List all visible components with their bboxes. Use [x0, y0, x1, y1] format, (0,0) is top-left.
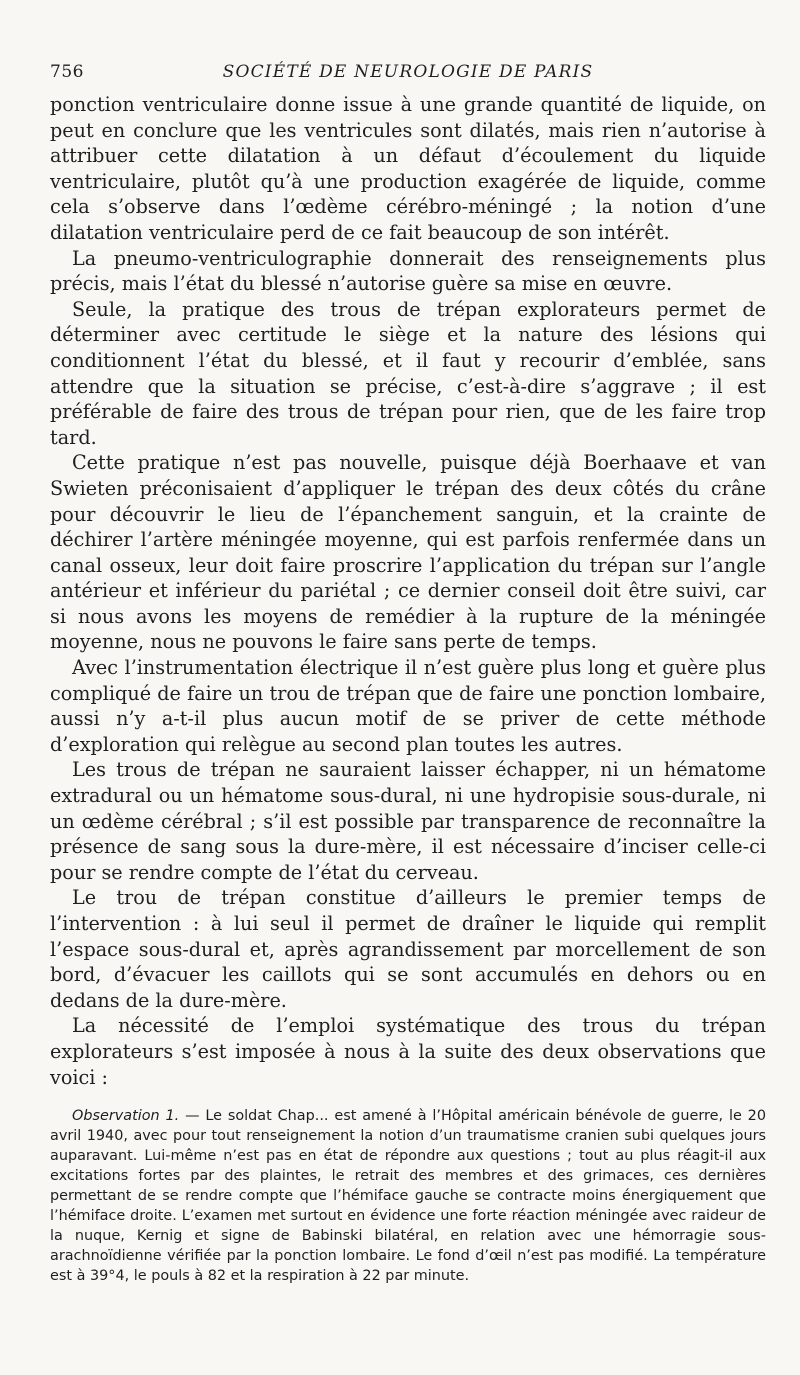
running-head: [50, 56, 766, 92]
page-number: 756: [50, 62, 84, 82]
body-text: [50, 92, 766, 1090]
paragraph: Avec l’instrumentation électrique il n’est guère plus long et guère plus compliqué de faire un trou de trépan que de faire une ponction lombaire, aussi n’y a-t-il plus aucun motif de se priver de cette méthode d’exploration qui relègue au second plan toutes les autres.: [50, 656, 766, 756]
paragraph: Le trou de trépan constitue d’ailleurs le premier temps de l’intervention : à lui seul il permet de draîner le liquide qui remplit l’espace sous-dural et, après agrandissement par morcellement de son bord, d’évacuer les caillots qui se sont accumulés en dehors ou en dedans de la dure-mère.: [50, 886, 766, 1012]
paragraph: Cette pratique n’est pas nouvelle, puisque déjà Boerhaave et van Swieten préconisaient d’appliquer le trépan des deux côtés du crâne pour découvrir le lieu de l’épanchement sanguin, et la crainte de déchirer l’artère méningée moyenne, qui est parfois renfermée dans un canal osseux, leur doit faire proscrire l’application du trépan sur l’angle antérieur et inférieur du pariétal ; ce dernier conseil doit être suivi, car si nous avons les moyens de remédier à la rupture de la méningée moyenne, nous ne pouvons le faire sans perte de temps.: [50, 451, 766, 654]
paragraph: La pneumo-ventriculographie donnerait des renseignements plus précis, mais l’état du blessé n’autorise guère sa mise en œuvre.: [50, 246, 766, 296]
observation-label: Observation 1.: [72, 1108, 180, 1125]
paragraph: ponction ventriculaire donne issue à une grande quantité de liquide, on peut en conclure que les ventricules sont dilatés, mais rien n’autorise à attribuer cette dilatation à un défaut d’écoulement du liquide ventriculaire, plutôt qu’à une production exagérée de liquide, comme cela s’observe dans l’œdème cérébro-méningé ; la notion d’une dilatation ventriculaire perd de ce fait beaucoup de son intérêt.: [50, 93, 766, 244]
journal-title: SOCIÉTÉ DE NEUROLOGIE DE PARIS: [222, 62, 594, 82]
paragraph: Seule, la pratique des trous de trépan explorateurs permet de déterminer avec certitude le siège et la nature des lésions qui conditionnent l’état du blessé, et il faut y recourir d’emblée, sans attendre que la situation se précise, c’est-à-dire s’aggrave ; il est préférable de faire des trous de trépan pour rien, que de les faire trop tard.: [50, 297, 766, 449]
observation-text: — Le soldat Chap... est amené à l’Hôpital américain bénévole de guerre, le 20 avril 1940, avec pour tout renseignement la notion d’un traumatisme cranien subi quelques jours auparavant. Lui-même n’est pas en état de répondre aux questions ; tout au plus réagit-il aux excitations fortes par des plaintes, le retrait des membres et des grimaces, ces dernières permettant de se rendre compte que l’hémiface gauche se contracte moins énergiquement que l’hémiface droite. L’examen met surtout en évidence une forte réaction méningée avec raideur de la nuque, Kernig et signe de Babinski bilatéral, en relation avec une hémorragie sous-arachnoïdienne vérifiée par la ponction lombaire. Le fond d’œil n’est pas modifié. La température est à 39°4, le pouls à 82 et la respiration à 22 par minute.: [50, 1108, 766, 1285]
paragraph: Les trous de trépan ne sauraient laisser échapper, ni un hématome extradural ou un hématome sous-dural, ni une hydropisie sous-durale, ni un œdème cérébral ; s’il est possible par transparence de reconnaître la présence de sang sous la dure-mère, il est nécessaire d’inciser celle-ci pour se rendre compte de l’état du cerveau.: [50, 758, 766, 884]
paragraph: La nécessité de l’emploi systématique des trous du trépan explorateurs s’est imposée à nous à la suite des deux observations que voici :: [50, 1014, 766, 1089]
observation-note: [50, 1106, 766, 1286]
